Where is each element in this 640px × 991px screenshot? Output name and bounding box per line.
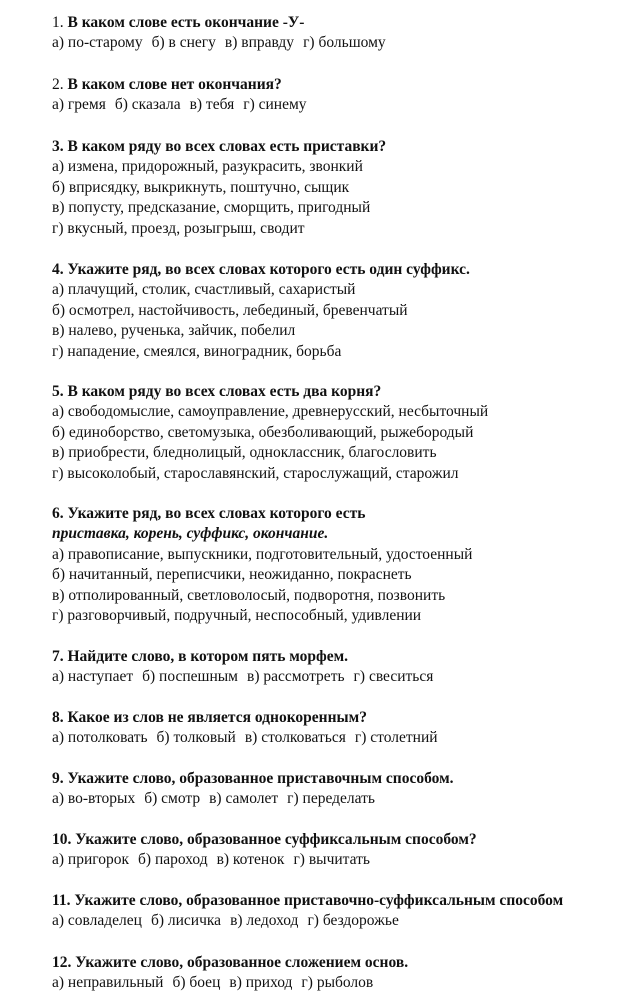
question-title: В каком слове есть окончание -У-: [67, 14, 305, 31]
option-d[interactable]: г) переделать: [287, 790, 375, 808]
option-d[interactable]: г) вычитать: [293, 851, 370, 869]
question-title: 10. Укажите слово, образованное суффиксальным способом?: [52, 831, 477, 848]
option-b[interactable]: б) толковый: [156, 729, 236, 747]
question-6: [52, 504, 640, 626]
option-d[interactable]: г) большому: [303, 34, 386, 52]
question-title: 4. Укажите ряд, во всех словах которого есть один суффикс.: [52, 261, 470, 278]
option-c[interactable]: в) тебя: [189, 96, 235, 114]
option-a[interactable]: а) совладелец: [52, 912, 142, 930]
question-8: [52, 708, 640, 749]
question-heading: [52, 13, 640, 33]
question-1: [52, 13, 640, 54]
answer-options: [52, 911, 640, 931]
option-b[interactable]: б) начитанный, переписчики, неожиданно, покраснеть: [52, 566, 412, 584]
option-a[interactable]: а) по-старому: [52, 34, 143, 52]
option-a[interactable]: а) свободомыслие, самоуправление, древнерусский, несбыточный: [52, 403, 489, 421]
answer-options: [52, 95, 640, 115]
option-d[interactable]: г) разговорчивый, подручный, неспособный, удивлении: [52, 606, 422, 624]
option-c[interactable]: в) ледоход: [230, 912, 299, 930]
option-c[interactable]: в) попусту, предсказание, сморщить, пригодный: [52, 199, 371, 217]
question-number: 2.: [52, 76, 64, 93]
question-title: 9. Укажите слово, образованное приставочным способом.: [52, 770, 454, 787]
option-b[interactable]: б) вприсядку, выкрикнуть, поштучно, сыщик: [52, 178, 350, 196]
option-c[interactable]: в) столковаться: [244, 729, 346, 747]
option-c[interactable]: в) рассмотреть: [247, 668, 345, 686]
option-d[interactable]: г) бездорожье: [307, 912, 399, 930]
option-d[interactable]: г) столетний: [354, 729, 438, 747]
question-title: 11. Укажите слово, образованное приставочно-суффиксальным способом: [52, 892, 564, 909]
option-b[interactable]: б) сказала: [114, 96, 181, 114]
question-subtitle: приставка, корень, суффикс, окончание.: [52, 525, 329, 543]
option-d[interactable]: г) рыболов: [301, 974, 374, 991]
answer-options: [52, 850, 640, 870]
question-3: [52, 137, 640, 239]
option-a[interactable]: а) правописание, выпускники, подготовительный, удостоенный: [52, 545, 473, 563]
option-b[interactable]: б) поспешным: [142, 668, 238, 686]
question-heading: [52, 75, 640, 95]
option-b[interactable]: б) боец: [172, 974, 221, 991]
question-4: [52, 260, 640, 362]
option-a[interactable]: а) наступает: [52, 668, 134, 686]
option-d[interactable]: г) нападение, смеялся, виноградник, борьба: [52, 342, 342, 360]
option-c[interactable]: в) вправду: [224, 34, 295, 52]
question-11: [52, 891, 640, 932]
question-number: 1.: [52, 14, 64, 31]
option-d[interactable]: г) высоколобый, старославянский, старослужащий, старожил: [52, 464, 459, 482]
option-a[interactable]: а) потолковать: [52, 729, 148, 747]
question-title: 3. В каком ряду во всех словах есть приставки?: [52, 138, 387, 155]
answer-options: [52, 728, 640, 748]
option-b[interactable]: б) смотр: [144, 790, 201, 808]
question-title: 12. Укажите слово, образованное сложением основ.: [52, 954, 409, 971]
answer-options: [52, 33, 640, 53]
option-d[interactable]: г) вкусный, проезд, розыгрыш, сводит: [52, 219, 305, 237]
question-10: [52, 830, 640, 871]
option-c[interactable]: в) отполированный, светловолосый, подворотня, позвонить: [52, 586, 446, 604]
option-b[interactable]: б) осмотрел, настойчивость, лебединый, бревенчатый: [52, 301, 408, 319]
option-c[interactable]: в) котенок: [216, 851, 285, 869]
option-c[interactable]: в) налево, рученька, зайчик, побелил: [52, 322, 296, 340]
option-a[interactable]: а) плачущий, столик, счастливый, сахаристый: [52, 281, 356, 299]
answer-options: [52, 667, 640, 687]
answer-options: [52, 789, 640, 809]
option-c[interactable]: в) самолет: [209, 790, 279, 808]
question-12: [52, 953, 640, 991]
option-d[interactable]: г) свеситься: [353, 668, 434, 686]
option-a[interactable]: а) во-вторых: [52, 790, 136, 808]
option-b[interactable]: б) в снегу: [151, 34, 216, 52]
question-2: [52, 75, 640, 116]
option-a[interactable]: а) гремя: [52, 96, 106, 114]
option-c[interactable]: в) приход: [229, 974, 293, 991]
question-title: 6. Укажите ряд, во всех словах которого есть: [52, 505, 366, 522]
option-a[interactable]: а) пригорок: [52, 851, 130, 869]
option-a[interactable]: а) измена, придорожный, разукрасить, звонкий: [52, 158, 363, 176]
question-title: 5. В каком ряду во всех словах есть два корня?: [52, 383, 382, 400]
answer-options: [52, 973, 640, 991]
option-d[interactable]: г) синему: [243, 96, 307, 114]
question-title: 7. Найдите слово, в котором пять морфем.: [52, 648, 349, 665]
option-c[interactable]: в) приобрести, бледнолицый, одноклассник, благословить: [52, 444, 437, 462]
question-7: [52, 647, 640, 688]
option-b[interactable]: б) пароход: [138, 851, 208, 869]
question-5: [52, 382, 640, 484]
option-a[interactable]: а) неправильный: [52, 974, 164, 991]
question-9: [52, 769, 640, 810]
option-b[interactable]: б) единоборство, светомузыка, обезболивающий, рыжебородый: [52, 423, 474, 441]
question-title: 8. Какое из слов не является однокоренным?: [52, 709, 367, 726]
question-title: В каком слове нет окончания?: [67, 76, 282, 93]
option-b[interactable]: б) лисичка: [150, 912, 222, 930]
